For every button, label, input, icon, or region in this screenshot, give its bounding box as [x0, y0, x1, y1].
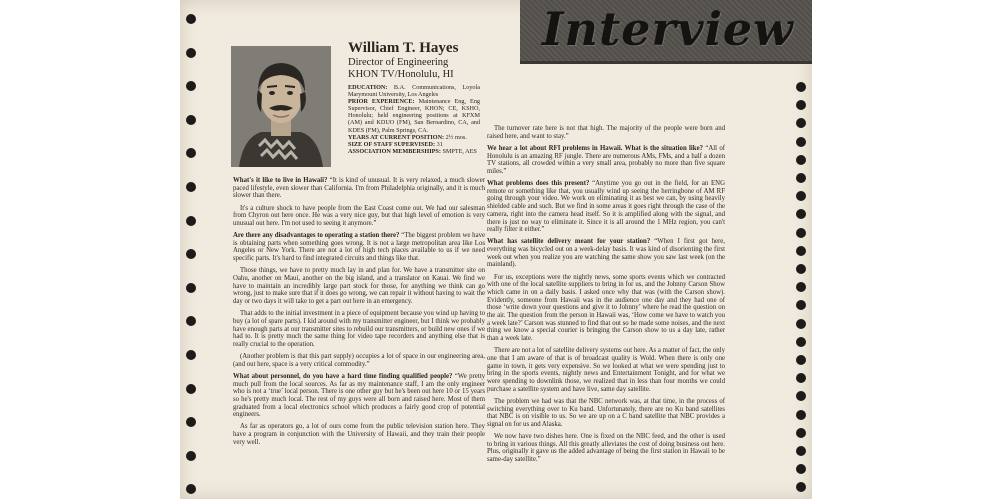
article-paragraph [487, 433, 725, 464]
tractor-hole [796, 137, 806, 147]
article-paragraph [487, 274, 725, 343]
article-paragraph [233, 267, 485, 306]
tractor-hole [796, 228, 806, 238]
tractor-hole [186, 148, 196, 158]
tractor-hole [186, 81, 196, 91]
tractor-hole [186, 182, 196, 192]
interview-answer: There are not a lot of satellite delivery systems out here. As a matter of fact, the only one that I am aware of that is of broadcast quality is Wold. When there is only one game in town, it gets very expensive. So we looked at what we were spending just to bring in the sports events, nightly news and Entertainment Tonight, and for what we were spending to downlink those, we realized that in less than four months we could purchase a satellite system and have live, same day satellite. [487, 347, 725, 393]
article-paragraph [233, 373, 485, 419]
article-paragraph [487, 125, 725, 140]
interview-question: What has satellite delivery meant for your station? [487, 238, 651, 246]
bio-value: 31 [435, 140, 443, 148]
bio-entry [348, 98, 480, 133]
bio-entry [348, 148, 480, 155]
tractor-hole [186, 14, 196, 24]
tractor-hole [796, 173, 806, 183]
interview-question: What problems does this present? [487, 180, 590, 187]
tractor-hole [186, 316, 196, 326]
article-column-left [233, 177, 485, 451]
bio-label: YEARS AT CURRENT POSITION: [348, 133, 445, 141]
interview-answer: “It is kind of unusual. It is very relaxed, a much slower paced lifestyle, even slower than California. I'm from Philadelphia originally, and it is much slower than there. [233, 177, 485, 200]
interview-banner [520, 0, 812, 64]
tractor-hole [796, 337, 806, 347]
bio-label: SIZE OF STAFF SUPERVISED: [348, 140, 436, 148]
bio-value: B.A. Communications, Loyola Marymount University, Los Angeles [348, 84, 480, 99]
interview-answer: “Anytime you go out in the field, for an ENG remote or something like that, you usually wind up seeing the herringbone of AM RF going through your video. We work on eliminating it as best we can, by using heavily shielded cable and such. But we find in some areas it goes right through the case of the camera, right into the camera head itself. So it is amplified along with the signal, and there is just no way to eliminate it. Since it is all around the 1 MHz region, you can't really filter it either.” [487, 180, 725, 234]
tractor-hole [796, 482, 806, 492]
article-paragraph [233, 310, 485, 349]
right-tractor-holes [796, 0, 808, 499]
article-column-right [487, 125, 725, 468]
interviewee-station: KHON TV/Honolulu, HI [348, 69, 454, 80]
interview-answer: “When I first got here, everything was bicycled out on a week-delay basis. It was kind of disorienting the first week out when you realize you are watching the same show you saw last week (on the mainland). [487, 238, 725, 269]
interview-answer: That adds to the initial investment in a piece of equipment because you wind up having to buy (a lot of spare parts). I kid around with my transmitter engineer, but I think we probably have enough parts at our transmitter sites to rebuild our transmitters, or build new ones if we had to. It is pretty much the same thing for video tape recorders and anything else that is really crucial to the operation. [233, 310, 485, 348]
interviewee-title: Director of Engineering [348, 57, 449, 68]
tractor-hole [796, 319, 806, 329]
article-paragraph [487, 347, 725, 393]
tractor-hole [796, 410, 806, 420]
bio-box [348, 84, 480, 155]
tractor-hole [796, 282, 806, 292]
interview-question: Are there any disadvantages to operating a station there? [233, 232, 400, 239]
tractor-hole [796, 428, 806, 438]
article-paragraph [487, 145, 725, 176]
interview-answer: For us, exceptions were the nightly news, some sports events which we contracted with one of the local satellite suppliers to bring in for us, and the Johnny Carson Show which came in on a daily basis. I asked once why that was (with the Carson show). Evidently, someone from Hawaii was in the audience one day and they had one of those ‘write down your questions and give it to Johnny’ where he read the question on the air. The question from the person in Hawaii was, ‘How come we have to watch you a week late?’ Carson was stunned to find that out so he made some noises, and the next thing we know a special courier is bringing the Carson show to us a day late, rather than a week late. [487, 273, 725, 343]
interview-question: We hear a lot about RFI problems in Hawaii. What is the situation like? [487, 144, 704, 152]
bio-label: EDUCATION: [348, 84, 388, 91]
bio-value: 2½ mos. [444, 133, 467, 141]
article-paragraph [233, 353, 485, 368]
tractor-hole [796, 209, 806, 219]
interview-answer: The turnover rate here is not that high. The majority of the people were born and raised here, and want to stay.” [487, 125, 725, 140]
bio-label: PRIOR EXPERIENCE: [348, 98, 415, 106]
magazine-page [180, 0, 812, 499]
interview-question: What's it like to live in Hawaii? [233, 177, 328, 184]
bio-entry [348, 84, 480, 98]
tractor-hole [796, 155, 806, 165]
interviewee-header [348, 40, 488, 81]
tractor-hole [796, 355, 806, 365]
tractor-hole [186, 451, 196, 461]
tractor-hole [186, 484, 196, 494]
interview-answer: “We pretty much pull from the local sources. As far as my maintenance staff, I am the only engineer who is not a ‘true’ local person. There is one other guy but he's been out here 10 or 15 years so he's pretty much local. The rest of my guys were all born and raised here. Most of them graduated from a local electronics school which produces a fairly good crop of potential engineers. [233, 372, 485, 419]
interview-answer: (Another problem is that this part supply) occupies a lot of space in our engineering area, (and out here, space is a very critical commodity.” [233, 353, 485, 368]
tractor-hole [796, 191, 806, 201]
article-paragraph [487, 398, 725, 429]
interview-answer: We now have two dishes here. One is fixed on the NBC feed, and the other is used to bring in various things. All this greatly alleviates the cost of doing business out here. Plus, originally it gave us the added advantage of being the first station in Hawaii to be same-day satellite.” [487, 433, 725, 464]
tractor-hole [186, 384, 196, 394]
tractor-hole [796, 100, 806, 110]
tractor-hole [796, 246, 806, 256]
tractor-hole [796, 82, 806, 92]
bio-entry [348, 141, 480, 148]
tractor-hole [186, 115, 196, 125]
interview-question: What about personnel, do you have a hard time finding qualified people? [233, 372, 453, 380]
tractor-hole [186, 417, 196, 427]
left-tractor-holes [186, 0, 198, 499]
tractor-hole [796, 391, 806, 401]
tractor-hole [796, 464, 806, 474]
article-paragraph [233, 232, 485, 263]
bio-entry [348, 134, 480, 141]
bio-value: SMPTE, AES [440, 147, 477, 155]
interviewee-name: William T. Hayes [348, 40, 459, 56]
tractor-hole [796, 300, 806, 310]
tractor-hole [186, 283, 196, 293]
interview-answer: As far as operators go, a lot of ours come from the public television station here. They have a program in conjunction with the University of Hawaii, and they train their people very well. [233, 423, 485, 446]
bio-label: ASSOCIATION MEMBERSHIPS: [348, 147, 441, 155]
tractor-hole [186, 249, 196, 259]
tractor-hole [186, 216, 196, 226]
interview-answer: Those things, we have to pretty much lay in and plan for. We have a transmitter site on Oahu, another on Maui, another on the big island, and a translator on Kauai. We find we have to maintain an incredibly large part stock for those, for anything we think can go wrong, just to make sure that if it does go wrong, we can repair it without having to wait the day or two days it will take to get a part out here in an emergency. [233, 267, 485, 306]
interview-answer: “The biggest problem we have is obtaining parts when something goes wrong. It is not a large metropolitan area like Los Angeles or New York. There are not a lot of high tech places available to us if we need specific parts. It's hard to find integrated circuits and things like that. [233, 232, 486, 263]
tractor-hole [186, 48, 196, 58]
article-paragraph [233, 205, 485, 228]
tractor-hole [796, 264, 806, 274]
bio-value: Maintenance Eng, Eng Supervisor, Chief Engineer, KHON; CE, KSHO, Honolulu; held engineering positions at KFXM (AM) and KDUO (FM), San Bernardino, CA, and KDES (FM), Palm Springs, CA. [348, 98, 481, 134]
portrait-photo [231, 46, 331, 167]
interview-answer: “All of Honolulu is an amazing RF jungle. There are numerous AMs, FMs, and a half a dozen TV stations, all crowded within a very small area, probably no more than five square miles.” [487, 144, 725, 175]
interview-answer: The problem we had was that the NBC network was, at that time, in the process of switching everything over to Ku band. Unfortunately, there are no Ku band satellites that NBC is on visible to us. So we are up on a C band satellite that NBC provides a signal on for us and Alaska. [487, 397, 725, 428]
tractor-hole [796, 118, 806, 128]
article-paragraph [487, 238, 725, 269]
tractor-hole [796, 373, 806, 383]
article-paragraph [487, 180, 725, 234]
portrait-illustration [231, 46, 331, 167]
tractor-hole [796, 446, 806, 456]
tractor-hole [186, 350, 196, 360]
interview-answer: It's a culture shock to have people from the East Coast come out. We had our salesman from Chyron out here once. He was a very nice guy, but that high level of emotion is very unusual out here. I'm not used to seeing it anymore.” [233, 204, 485, 227]
article-paragraph [233, 177, 485, 200]
banner-title: Interview [542, 2, 794, 56]
article-paragraph [233, 423, 485, 446]
